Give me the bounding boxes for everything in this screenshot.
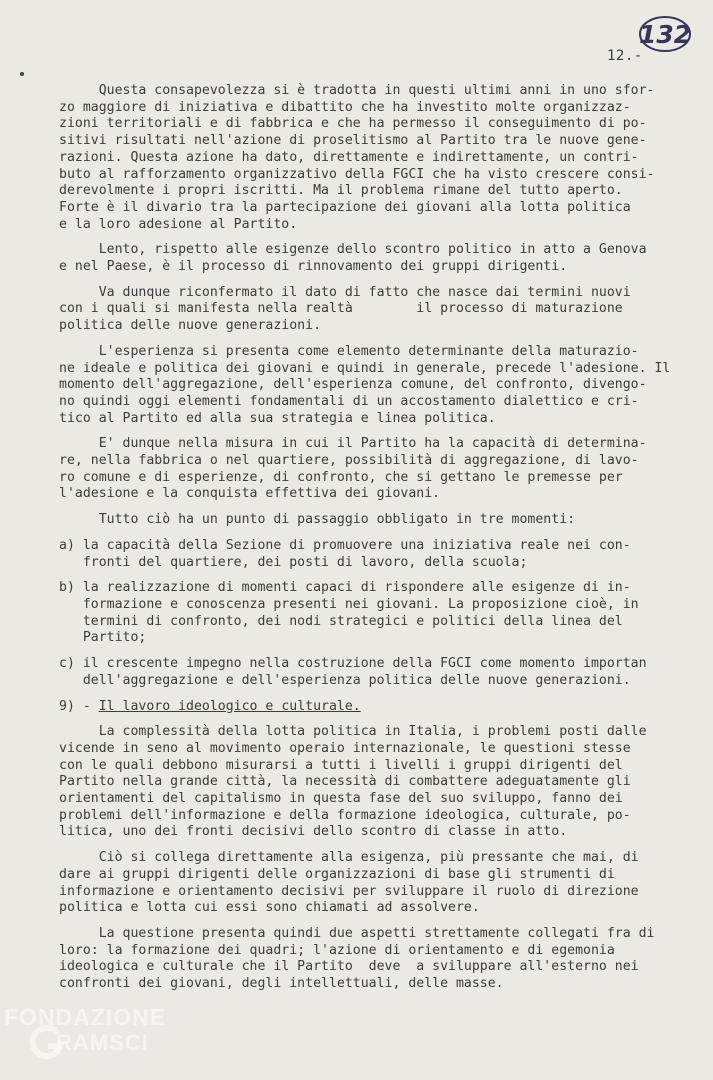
section-number: 9) -	[59, 698, 99, 714]
paragraph	[59, 850, 689, 917]
text-line: Lento, rispetto alle esigenze dello scontro politico in atto a Genova	[59, 242, 647, 258]
text-line: tico al Partito ed alla sua strategia e linea politica.	[59, 410, 496, 426]
paragraph	[59, 83, 689, 233]
paragraph	[59, 656, 689, 689]
paragraph	[59, 538, 689, 571]
paragraph	[59, 724, 689, 841]
text-line: ideologica e culturale che il Partito deve a sviluppare all'esterno nei	[59, 959, 639, 975]
paragraph	[59, 926, 689, 993]
text-line: a) la capacità della Sezione di promuovere una iniziativa reale nei con-	[59, 537, 631, 553]
text-line: Forte è il divario tra la partecipazione dei giovani alla lotta politica	[59, 199, 631, 215]
text-line: ro comune e di esperienze, di confronto, che si gettano le premesse per	[59, 469, 623, 485]
text-line: dare ai gruppi dirigenti delle organizzazioni di base gli strumenti di	[59, 866, 615, 882]
text-line: formazione e conoscenza presenti nei giovani. La proposizione cioè, in	[59, 596, 639, 612]
text-line: e nel Paese, è il processo di rinnovamento dei gruppi dirigenti.	[59, 259, 568, 275]
text-line: con le quali debbono misurarsi a tutti i livelli i gruppi dirigenti del	[59, 757, 623, 773]
archive-number: 132	[639, 20, 692, 49]
text-line: re, nella fabbrica o nel quartiere, possibilità di aggregazione, di lavo-	[59, 453, 639, 469]
text-line: razioni. Questa azione ha dato, direttamente e indirettamente, un contri-	[59, 149, 639, 165]
text-line: orientamenti del capitalismo in questa fase del suo sviluppo, fanno dei	[59, 791, 623, 807]
section-heading	[59, 699, 689, 716]
text-line: momento dell'aggregazione, dell'esperienza comune, del confronto, divengo-	[59, 377, 647, 393]
text-line: derevolmente i propri iscritti. Ma il problema rimane del tutto aperto.	[59, 183, 623, 199]
text-line: litica, uno dei fronti decisivi dello scontro di classe in atto.	[59, 824, 568, 840]
text-line: Ciò si collega direttamente alla esigenza, più pressante che mai, di	[59, 850, 639, 866]
paragraph	[59, 436, 689, 503]
text-line: La complessità della lotta politica in Italia, i problemi posti dalle	[59, 724, 647, 740]
text-line: La questione presenta quindi due aspetti strettamente collegati fra di	[59, 925, 655, 941]
text-line: confronti dei giovani, degli intellettuali, delle masse.	[59, 976, 504, 992]
text-line: L'esperienza si presenta come elemento determinante della maturazio-	[59, 343, 639, 359]
text-line: sitivi risultati nell'azione di proselitismo al Partito tra le nuove gene-	[59, 133, 647, 149]
watermark-line2: RAMSCI	[56, 1030, 149, 1055]
text-line: Partito nella grande città, la necessità di combattere adeguatamente gli	[59, 774, 631, 790]
text-line: con i quali si manifesta nella realtà il processo di maturazione	[59, 301, 623, 317]
text-line: E' dunque nella misura in cui il Partito ha la capacità di determina-	[59, 436, 647, 452]
paragraph-group-intro	[59, 83, 689, 690]
text-line: loro: la formazione dei quadri; l'azione di orientamento e di egemonia	[59, 942, 615, 958]
text-line: termini di confronto, dei nodi strategici e politici della linea del	[59, 613, 623, 629]
paragraph	[59, 580, 689, 647]
text-line: Partito;	[59, 630, 147, 646]
text-line: informazione e orientamento decisivi per sviluppare il ruolo di direzione	[59, 883, 639, 899]
typed-text	[59, 83, 689, 1002]
text-line: Questa consapevolezza si è tradotta in questi ultimi anni in uno sfor-	[59, 83, 655, 98]
text-line: zo maggiore di iniziativa e dibattito che ha investito molte organizzaz-	[59, 99, 631, 115]
paragraph	[59, 344, 689, 428]
text-line: vicende in seno al movimento operaio internazionale, le questioni stesse	[59, 740, 631, 756]
watermark-line1: FONDAZIONE	[4, 1004, 167, 1030]
paragraph	[59, 242, 689, 275]
text-line: fronti del quartiere, dei posti di lavoro, della scuola;	[59, 554, 528, 570]
text-line: e la loro adesione al Partito.	[59, 216, 298, 232]
text-line: ne ideale e politica dei giovani e quindi in generale, precede l'adesione. Il	[59, 360, 671, 376]
page-number: 12.-	[607, 48, 643, 64]
text-line: politica delle nuove generazioni.	[59, 318, 322, 334]
text-line: zioni territoriali e di fabbrica e che ha permesso il conseguimento di po-	[59, 116, 647, 132]
archive-stamp	[639, 17, 691, 53]
paragraph	[59, 285, 689, 335]
text-line: problemi dell'informazione e della formazione ideologica, culturale, po-	[59, 807, 631, 823]
paragraph	[59, 512, 689, 529]
text-line: l'adesione e la conquista effettiva dei giovani.	[59, 486, 441, 502]
text-line: Va dunque riconfermato il dato di fatto che nasce dai termini nuovi	[59, 284, 631, 300]
text-line: dell'aggregazione e dell'esperienza politica delle nuove generazioni.	[59, 672, 631, 688]
text-line: b) la realizzazione di momenti capaci di rispondere alle esigenze di in-	[59, 580, 631, 596]
ink-mark	[20, 72, 24, 76]
paragraph-group-section	[59, 724, 689, 993]
text-line: c) il crescente impegno nella costruzione della FGCI come momento importan	[59, 656, 647, 672]
text-line: buto al rafforzamento organizzativo della FGCI che ha visto crescere consi-	[59, 166, 655, 182]
text-line: no quindi oggi elementi fondamentali di un accostamento dialettico e cri-	[59, 393, 639, 409]
text-line: Tutto ciò ha un punto di passaggio obbligato in tre momenti:	[59, 512, 576, 528]
section-title: Il lavoro ideologico e culturale.	[98, 698, 361, 714]
text-line: politica e lotta cui essi sono chiamati ad assolvere.	[59, 900, 480, 916]
foundation-watermark	[4, 998, 184, 1076]
